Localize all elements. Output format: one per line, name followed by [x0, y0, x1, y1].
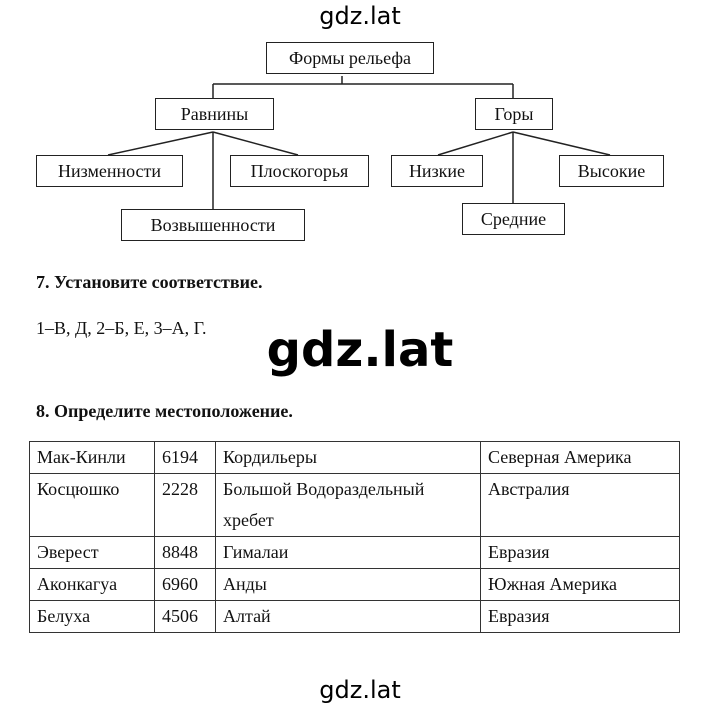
table-row	[30, 537, 680, 569]
table-row	[30, 569, 680, 601]
peak-height-cell: 6960	[155, 569, 216, 601]
peak-name-cell: Белуха	[30, 601, 155, 633]
peak-name-cell: Мак-Кинли	[30, 442, 155, 474]
node-uplands: Возвышенности	[121, 209, 305, 241]
peak-height-cell: 2228	[155, 474, 216, 537]
relief-forms-diagram	[0, 0, 720, 250]
node-mountains: Горы	[475, 98, 553, 130]
node-low: Низкие	[391, 155, 483, 187]
watermark-top: gdz.lat	[319, 2, 401, 30]
continent-cell: Евразия	[481, 601, 680, 633]
table-row	[30, 442, 680, 474]
watermark-middle: gdz.lat	[266, 322, 454, 378]
node-lowlands: Низменности	[36, 155, 183, 187]
connector-plains-plateaus	[213, 132, 298, 155]
mountain-system-cell: Гималаи	[216, 537, 481, 569]
peak-name-cell: Аконкагуа	[30, 569, 155, 601]
task7-answer: 1–В, Д, 2–Б, Е, 3–А, Г.	[36, 318, 207, 338]
table-row	[30, 474, 680, 537]
peaks-table	[29, 441, 680, 633]
node-relief-forms: Формы рельефа	[266, 42, 434, 74]
continent-cell: Северная Америка	[481, 442, 680, 474]
table-row	[30, 601, 680, 633]
connector-mountains-low	[438, 132, 513, 155]
diagram-connectors	[0, 0, 720, 250]
mountain-system-cell: Алтай	[216, 601, 481, 633]
peak-name-cell: Косцюшко	[30, 474, 155, 537]
task8-heading: 8. Определите местоположение.	[36, 401, 293, 421]
connector-mountains-high	[513, 132, 610, 155]
mountain-system-cell: Большой Водораздельный хребет	[216, 474, 481, 537]
node-plains: Равнины	[155, 98, 274, 130]
watermark-bottom: gdz.lat	[319, 676, 401, 704]
continent-cell: Австралия	[481, 474, 680, 537]
peak-name-cell: Эверест	[30, 537, 155, 569]
mountain-system-cell: Анды	[216, 569, 481, 601]
peak-height-cell: 6194	[155, 442, 216, 474]
connector-plains-lowlands	[108, 132, 213, 155]
task7-heading: 7. Установите соответствие.	[36, 272, 263, 292]
peak-height-cell: 8848	[155, 537, 216, 569]
mountain-system-cell: Кордильеры	[216, 442, 481, 474]
continent-cell: Южная Америка	[481, 569, 680, 601]
node-high: Высокие	[559, 155, 664, 187]
continent-cell: Евразия	[481, 537, 680, 569]
node-plateaus: Плоскогорья	[230, 155, 369, 187]
node-middle: Средние	[462, 203, 565, 235]
peak-height-cell: 4506	[155, 601, 216, 633]
